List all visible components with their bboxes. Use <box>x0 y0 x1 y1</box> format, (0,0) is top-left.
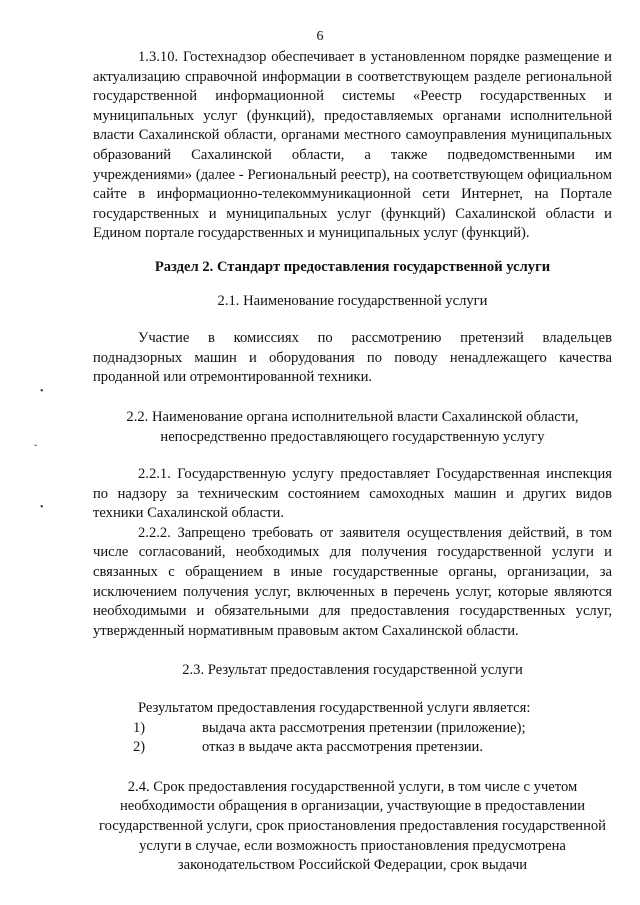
list-item-text: выдача акта рассмотрения претензии (приложение); <box>202 719 526 736</box>
section-2-heading: Раздел 2. Стандарт предоставления государственной услуги <box>154 258 551 275</box>
paragraph-2-3-intro: Результатом предоставления государственной услуги является: <box>138 700 531 717</box>
document-body <box>93 48 612 876</box>
paragraph-2-1: Участие в комиссиях по рассмотрению претензий владельцев поднадзорных машин и оборудования по поводу ненадлежащего качества проданной или отремонтированной техники. <box>93 330 612 386</box>
list-item-number: 2) <box>133 739 146 756</box>
list-item <box>93 719 612 739</box>
subsection-2-2-heading: 2.2. Наименование органа исполнительной власти Сахалинской области, непосредственно предоставляющего государственную услугу <box>126 408 579 445</box>
paragraph-2-2-1: 2.2.1. Государственную услугу предоставляет Государственная инспекция по надзору за техническим состоянием самоходных машин и других видов техники Сахалинской области. <box>93 466 612 522</box>
paragraph-1-3-10: 1.3.10. Гостехнадзор обеспечивает в установленном порядке размещение и актуализацию справочной информации в соответствующем разделе региональной государственной информационной системы «Реестр государственных и муниципальных услуг (функций), предоставляемых органами исполнительной власти Сахалинской области, органами местного самоуправления муниципальных образований Сахалинской области, а также подведомственными им учреждениями» (далее - Региональный реестр), на соответствующем официальном сайте в информационно-телекоммуникационной сети Интернет, на Портале государственных и муниципальных услуг (функций) Сахалинской области и Едином портале государственных и муниципальных услуг (функций). <box>93 49 612 242</box>
list-item <box>93 738 612 758</box>
margin-mark: • <box>40 502 44 513</box>
paragraph-2-2-2: 2.2.2. Запрещено требовать от заявителя осуществления действий, в том числе согласований, необходимых для получения государственной услуги и связанных с обращением в иные государственные органы, организации, за исключением получения услуг, включенных в перечень услуг, которые являются необходимыми и обязательными для предоставления государственных услуг, утвержденный нормативным правовым актом Сахалинской области. <box>93 524 612 639</box>
list-item-text: отказ в выдаче акта рассмотрения претензии. <box>202 739 483 756</box>
page-number: 6 <box>316 29 324 44</box>
subsection-2-4-heading: 2.4. Срок предоставления государственной услуги, в том числе с учетом необходимости обращения в организации, участвующие в предоставлении государственной услуги, срок приостановления предоставления государственной услуги в случае, если возможность приостановления предусмотрена законодательством Российской Федерации, срок выдачи <box>99 778 606 874</box>
subsection-2-1-heading: 2.1. Наименование государственной услуги <box>217 292 488 309</box>
list-item-number: 1) <box>133 719 146 736</box>
margin-mark: • <box>40 386 44 397</box>
margin-mark: ˇ <box>34 444 38 455</box>
subsection-2-3-heading: 2.3. Результат предоставления государственной услуги <box>182 662 523 679</box>
